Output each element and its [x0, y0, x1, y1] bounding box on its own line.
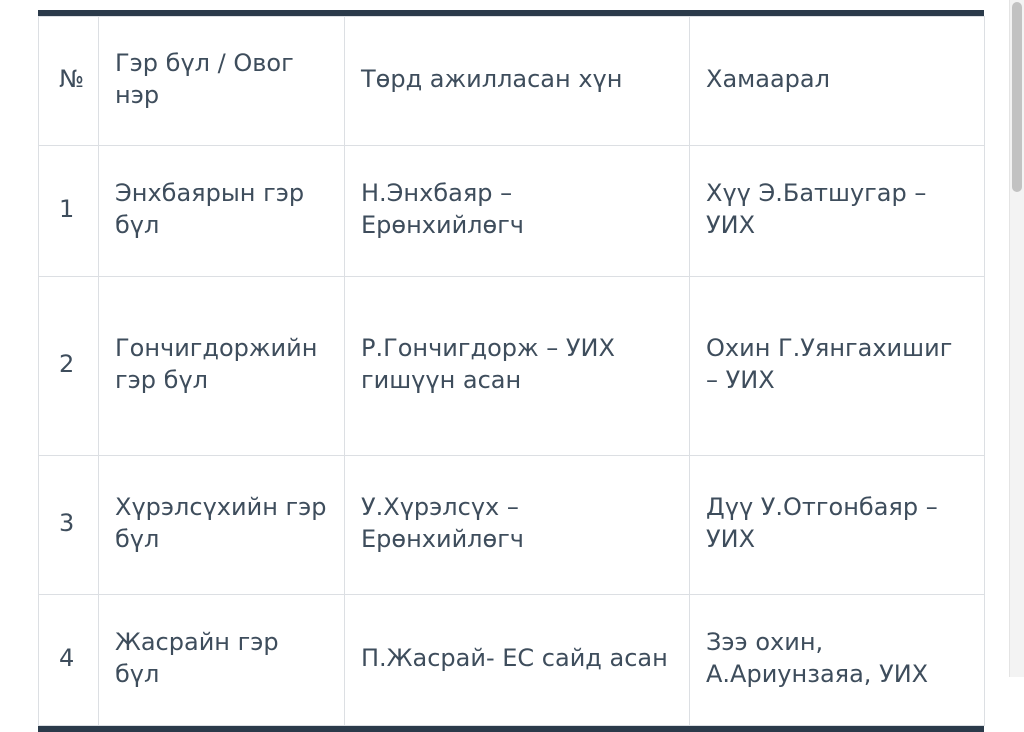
table-row [39, 277, 985, 456]
cell-family: Хүрэлсүхийн гэр бүл [99, 456, 345, 595]
cell-person: У.Хүрэлсүх – Ерөнхийлөгч [345, 456, 690, 595]
column-header-number: № [39, 17, 99, 146]
table-bottom-rule [38, 726, 984, 732]
table-row [39, 595, 985, 726]
cell-number: 2 [39, 277, 99, 456]
cell-family: Жасрайн гэр бүл [99, 595, 345, 726]
cell-relation: Охин Г.Уянгахишиг – УИХ [690, 277, 985, 456]
scrollbar-thumb[interactable] [1012, 2, 1022, 192]
column-header-relation: Хамаарал [690, 17, 985, 146]
cell-family: Энхбаярын гэр бүл [99, 146, 345, 277]
table-container [38, 10, 984, 732]
cell-number: 4 [39, 595, 99, 726]
table-header-row [39, 17, 985, 146]
cell-person: Н.Энхбаяр – Ерөнхийлөгч [345, 146, 690, 277]
cell-relation: Дүү У.Отгонбаяр – УИХ [690, 456, 985, 595]
cell-person: Р.Гончигдорж – УИХ гишүүн асан [345, 277, 690, 456]
relations-table [38, 16, 985, 726]
cell-person: П.Жасрай- ЕС сайд асан [345, 595, 690, 726]
cell-number: 1 [39, 146, 99, 277]
column-header-family: Гэр бүл / Овог нэр [99, 17, 345, 146]
table-row [39, 146, 985, 277]
table-row [39, 456, 985, 595]
cell-relation: Зээ охин, А.Ариунзаяа, УИХ [690, 595, 985, 726]
cell-family: Гончигдоржийн гэр бүл [99, 277, 345, 456]
cell-relation: Хүү Э.Батшугар – УИХ [690, 146, 985, 277]
cell-number: 3 [39, 456, 99, 595]
column-header-person: Төрд ажилласан хүн [345, 17, 690, 146]
vertical-scrollbar[interactable] [1009, 0, 1024, 677]
